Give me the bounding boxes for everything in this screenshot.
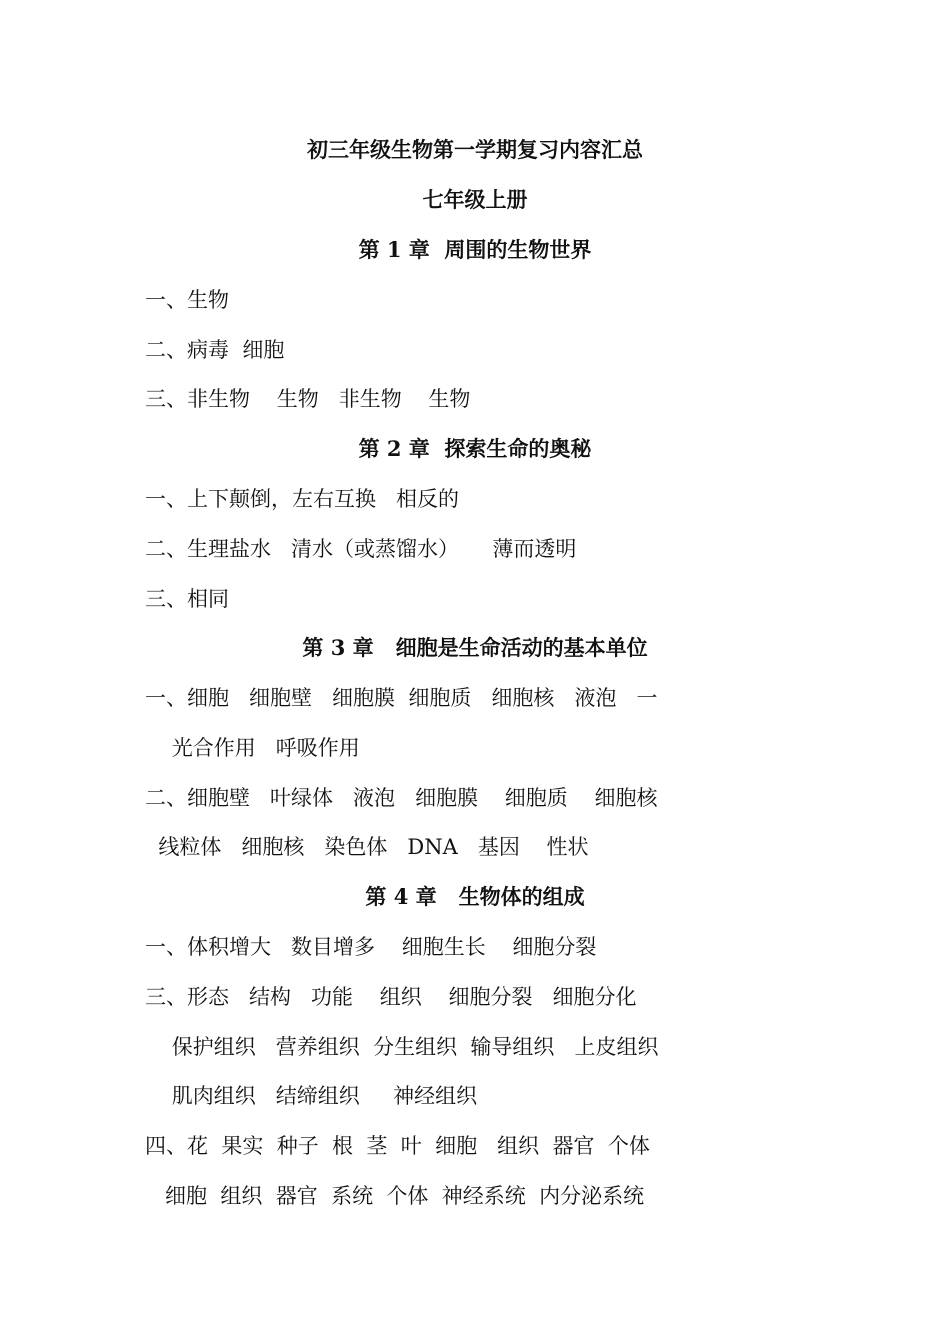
chapter-2-line: 三、相同: [145, 587, 229, 611]
chapter-4-line: 肌肉组织 结缔组织 神经组织: [145, 1084, 478, 1108]
chapter-3-line: 光合作用 呼吸作用: [145, 736, 360, 760]
chapter-4-line: 细胞 组织 器官 系统 个体 神经系统 内分泌系统: [145, 1184, 645, 1208]
chapter-4-line: 三、形态 结构 功能 组织 细胞分裂 细胞分化: [145, 985, 637, 1009]
chapter-4-line: 四、花 果实 种子 根 茎 叶 细胞 组织 器官 个体: [145, 1134, 650, 1158]
chapter-2-line: 一、上下颠倒，左右互换 相反的: [145, 487, 460, 511]
chapter-1-heading: 第 1 章 周围的生物世界: [358, 237, 592, 262]
chapter-3-heading: 第 3 章 细胞是生命活动的基本单位: [302, 635, 648, 660]
chapter-2-line: 二、生理盐水 清水（或蒸馏水） 薄而透明: [145, 537, 577, 561]
chapter-2-heading: 第 2 章 探索生命的奥秘: [358, 436, 592, 461]
chapter-4-line: 一、体积增大 数目增多 细胞生长 细胞分裂: [145, 935, 597, 959]
chapter-1-line: 三、非生物 生物 非生物 生物: [145, 387, 471, 411]
document-subtitle: 七年级上册: [422, 187, 528, 212]
chapter-1-line: 二、病毒 细胞: [145, 338, 285, 362]
chapter-3-line: 二、细胞壁 叶绿体 液泡 细胞膜 细胞质 细胞核: [145, 786, 658, 810]
chapter-4-line: 保护组织 营养组织 分生组织 输导组织 上皮组织: [145, 1035, 659, 1059]
chapter-3-line: 一、细胞 细胞壁 细胞膜 细胞质 细胞核 液泡 一: [145, 686, 658, 710]
chapter-1-line: 一、生物: [145, 288, 229, 312]
document-title: 初三年级生物第一学期复习内容汇总: [307, 137, 643, 162]
chapter-4-heading: 第 4 章 生物体的组成: [365, 884, 585, 909]
chapter-3-line: 线粒体 细胞核 染色体 DNA 基因 性状: [145, 835, 589, 859]
